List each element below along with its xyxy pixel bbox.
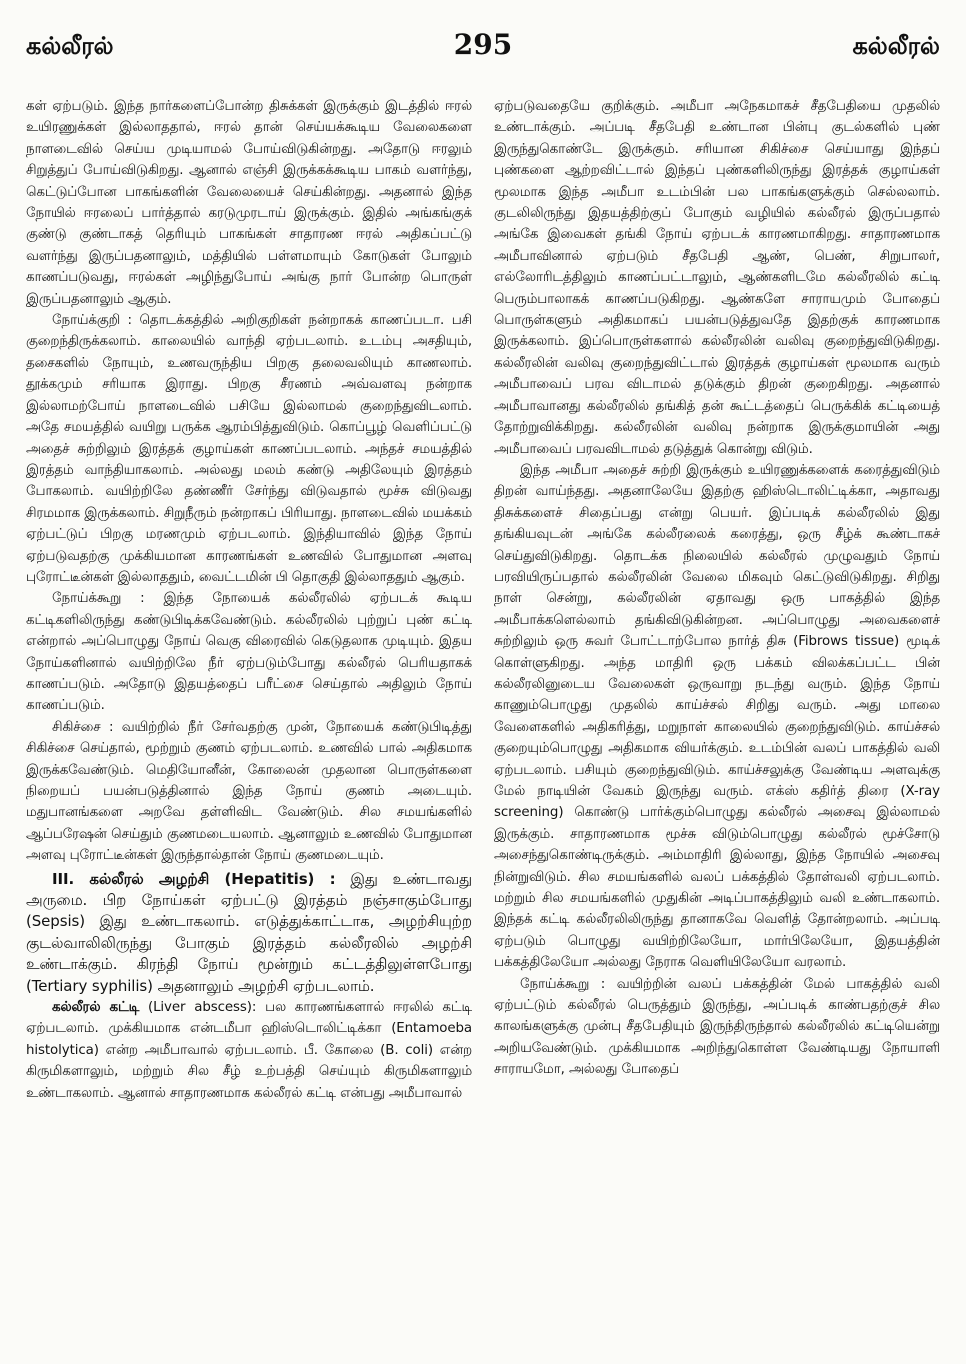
section-text: இது உண்டாவது அருமை. பிற நோய்கள் ஏற்பட்டு இரத்தம் நஞ்சாகும்போது (Sepsis) இது உண்டாகலாம். எடுத்துக்காட்டாக, அழற்சியுற்ற குடல்வாலிலிருந்து போகும் இரத்தம் கல்லீரலில் அழற்சி உண்டாக்கும். கிரந்தி நோய் மூன்றும் கட்டத்திலுள்ளபோது (Tertiary syphilis) அதனாலும் அழற்சி ஏற்படலாம். bbox=[26, 869, 472, 995]
paragraph: நோய்க்குறி : தொடக்கத்தில் அறிகுறிகள் நன்றாகக் காணப்படா. பசி குறைந்திருக்கலாம். காலையில் வாந்தி ஏற்படலாம். உடம்பு அசதியும், தசைகளில் நோயும், உணவருந்திய பிறகு தலைவலியும் காணலாம். தூக்கமும் சரியாக இராது. பிறகு சீரணம் அவ்வளவு நன்றாக இல்லாமற்போய் நாளடைவில் பசியே இல்லாமல் குறைந்துவிடலாம். அதே சமயத்தில் வயிறு பருக்க ஆரம்பித்துவிடும். கொப்பூழ் வெளிப்பட்டு அதைச் சுற்றிலும் இரத்தக் குழாய்கள் காணப்படலாம். அந்தச் சமயத்தில் இரத்தம் வாந்தியாகலாம். அல்லது மலம் கண்டு அதிலேயும் இரத்தம் போகலாம். வயிற்றிலே தண்ணீர் சேர்ந்து விடுவதால் மூச்சு விடுவது சிரமமாக இருக்கலாம். சிறுநீரும் நன்றாகப் பிரியாது. நாளடைவில் மயக்கம் ஏற்பட்டுப் பிறகு மரணமும் ஏற்படலாம். இந்தியாவில் இந்த நோய் ஏற்படுவதற்கு முக்கியமான காரணங்கள் உணவில் போதுமான அளவு புரோட்டீன்கள் இல்லாததும், வைட்டமின் பி தொகுதி இல்லாததும் ஆகும். bbox=[26, 313, 472, 585]
left-column bbox=[26, 96, 472, 1358]
paragraph: இந்த அமீபா அதைச் சுற்றி இருக்கும் உயிரணுக்களைக் கரைத்துவிடும் திறன் வாய்ந்தது. அதனாலேயே இதற்கு ஹிஸ்டொலிட்டிக்கா, அதாவது திசுக்களைச் சிதைப்பது என்று பெயர். இப்படிக் கல்லீரலில் இது தங்கியவுடன் அங்கே கல்லீரலைக் கரைத்து, ஒரு சீழ்க் கூண்டாகச் செய்துவிடுகிறது. தொடக்க நிலையில் கல்லீரல் முழுவதும் நோய் பரவியிருப்பதால் கல்லீரலின் வேலை மிகவும் கெட்டுவிடுகிறது. சிறிது நாள் சென்று, கல்லீரலின் ஏதாவது ஒரு பாகத்தில் இந்த அமீபாக்களெல்லாம் தங்கிவிடுகின்றன. அப்பொழுது அவைகளைச் சுற்றிலும் ஒரு சுவர் போட்டாற்போல நார்த் திசு (Fibrows tissue) மூடிக் கொள்ளுகிறது. அந்த மாதிரி ஒரு பக்கம் விலக்கப்பட்ட பின் கல்லீரலினுடைய வேலைகள் ஒருவாறு நடந்து வரும். இந்த நோய் காணும்பொழுது முதலில் காய்ச்சல் சிறிது வரும். அது மாலை வேளைகளில் அதிகரித்து, மறுநாள் காலையில் குறைந்துவிடும். காய்ச்சல் குறையும்பொழுது அதிகமாக வியர்க்கும். உடம்பின் வலப் பாகத்தில் வலி ஏற்படலாம். பசியும் குறைந்துவிடும். காய்ச்சலுக்கு வேண்டிய அளவுக்கு மேல் நாடியின் வேகம் இருந்து வரும். எக்ஸ் கதிர்த் திரை (X-ray screening) கொண்டு பார்க்கும்பொழுது கல்லீரல் அசைவு இல்லாமல் இருக்கும். சாதாரணமாக மூச்சு விடும்பொழுது கல்லீரல் மூச்சோடு அசைந்துகொண்டிருக்கும். அம்மாதிரி இல்லாது, இந்த நோயில் அசைவு நின்றுவிடும். சில சமயங்களில் வலப் பக்கத்தில் தோள்வலி ஏற்படலாம். மற்றும் சில சமயங்களில் முதுகின் அடிப்பாகத்திலும் வலி உண்டாகலாம். இந்தக் கட்டி கல்லீரலிலிருந்து தானாகவே வெளித் தோன்றலாம். அப்படி ஏற்படும் பொழுது வயிற்றிலேயோ, மார்பிலேயோ, இதயத்தின் பக்கத்திலேயோ அல்லது நேராக வெளியிலேயோ வரலாம். bbox=[494, 462, 940, 971]
subsection-paragraph bbox=[26, 997, 472, 1104]
section-paragraph bbox=[26, 869, 472, 997]
running-head-left: கல்லீரல் bbox=[26, 32, 114, 60]
paragraph: ஏற்படுவதையே குறிக்கும். அமீபா அநேகமாகச் சீதபேதியை முதலில் உண்டாக்கும். அப்படி சீதபேதி உண்டான பின்பு குடல்களில் புண் இருந்துகொண்டே இருக்கும். சரியான சிகிச்சை செய்யாது இந்தப் புண்களை ஆற்றவிட்டால் இந்தப் புண்களிலிருந்து இரத்தக் குழாய்கள் மூலமாக இந்த அமீபா உடம்பின் பல பாகங்களுக்கும் செல்லலாம். குடலிலிருந்து இதயத்திற்குப் போகும் வழியில் கல்லீரல் இருப்பதால் அங்கே இவைகள் தங்கி நோய் ஏற்படக் காரணமாகிறது. சாதாரணமாக அமீபாவினால் ஏற்படும் சீதபேதி ஆண், பெண், சிறுபாலர், எல்லோரிடத்திலும் காணப்பட்டாலும், ஆண்களிடமே கல்லீரலில் கட்டி பெரும்பாலாகக் காணப்படுகிறது. ஆண்களே சாராயமும் போதைப் பொருள்களும் அதிகமாகப் பயன்படுத்துவதே இதற்குக் காரணமாக இருக்கலாம். இப்பொருள்களால் கல்லீரலின் வலிவு குறைந்துவிடுகிறது. கல்லீரலின் வலிவு குறைந்துவிட்டால் இரத்தக் குழாய்கள் மூலமாக வரும் அமீபாவைப் பரவ விடாமல் தடுக்கும் திறன் குறைகிறது. அதனால் அமீபாவானது கல்லீரலில் தங்கித் தன் கூட்டத்தைப் பெருக்கிக் கட்டியைத் தோற்றுவிக்கிறது. கல்லீரலின் வலிவு நன்றாக இருக்குமாயின் அது அமீபாவைப் பரவவிடாமல் தடுத்துக் கொன்று விடும். bbox=[494, 99, 940, 457]
paragraph: நோய்க்கூறு : வயிற்றின் வலப் பக்கத்தின் மேல் பாகத்தில் வலி ஏற்பட்டும் கல்லீரல் பெருத்தும் இருந்து, அப்படிக் காண்பதற்குச் சில காலங்களுக்கு முன்பு சீதபேதியும் இருந்திருந்தால் கல்லீரலில் கட்டியென்று அறியவேண்டும். முக்கியமாக அறிந்துகொள்ள வேண்டியது நோயாளி சாராயமோ, அல்லது போதைப் bbox=[494, 976, 940, 1078]
right-column bbox=[494, 96, 940, 1358]
text-columns bbox=[26, 96, 940, 1358]
paragraph: கள் ஏற்படும். இந்த நார்களைப்போன்ற திசுக்கள் இருக்கும் இடத்தில் ஈரல் உயிரணுக்கள் இல்லாததால், ஈரல் தான் செய்யக்கூடிய வேலைகளை நாளடைவில் செய்ய முடியாமல் போய்விடுகின்றது. அதோடு ஈரலும் சிறுத்துப் போய்விடுகிறது. ஆனால் எஞ்சி இருக்கக்கூடிய பாகம் வளர்ந்து, கெட்டுப்போன பாகங்களின் வேலையைச் செய்கின்றது. அதனால் இந்த நோயில் ஈரலைப் பார்த்தால் கரடுமுரடாய் இருக்கும். இதில் அங்கங்குக் குண்டு குண்டாகத் தெரியும் பாகங்கள் சாதாரண ஈரல் அதிகப்பட்டு வளர்ந்து இருப்பதனாலும், மத்தியில் பள்ளமாயும் கோடுகள் போலும் காணப்படுவது, ஈரல்கள் அழிந்துபோய் அங்கு நார் போன்ற பொருள் இருப்பதனாலும் ஆகும். bbox=[26, 99, 472, 307]
page-number: 295 bbox=[453, 28, 513, 61]
subsection-text: (Liver abscess): பல காரணங்களால் ஈரலில் கட்டி ஏற்படலாம். முக்கியமாக என்டமீபா ஹிஸ்டொலிட்டிக்கா (Entamoeba histolytica) என்ற அமீபாவால் ஏற்படலாம். பீ. கோலை (B. coli) என்ற கிருமிகளாலும், மற்றும் சில சீழ் உற்பத்தி செய்யும் கிருமிகளாலும் உண்டாகலாம். ஆனால் சாதாரணமாக கல்லீரல் கட்டி என்பது அமீபாவால் bbox=[26, 1000, 472, 1101]
paragraph: நோய்க்கூறு : இந்த நோயைக் கல்லீரலில் ஏற்படக் கூடிய கட்டிகளிலிருந்து கண்டுபிடிக்கவேண்டும். கல்லீரலில் புற்றுப் புண் கட்டி என்றால் அப்பொழுது நோய் வெகு விரைவில் கெடுதலாக முடியும். இதய நோய்களினால் வயிற்றிலே நீர் ஏற்படும்போது கல்லீரல் பெரியதாகக் காணப்படும். அதோடு இதயத்தைப் பரீட்சை செய்தால் அதிலும் நோய் காணப்படும். bbox=[26, 591, 472, 714]
paragraph: சிகிச்சை : வயிற்றில் நீர் சேர்வதற்கு முன், நோயைக் கண்டுபிடித்து சிகிச்சை செய்தால், மூற்றும் குணம் ஏற்படலாம். உணவில் பால் அதிகமாக இருக்கவேண்டும். மெதியோனீன், கோலைன் முதலான பொருள்களை நிறையப் பயன்படுத்தினால் இந்த நோய் குணம் அடையும். மதுபானங்களை அறவே தள்ளிவிட வேண்டும். சில சமயங்களில் ஆப்பரேஷன் செய்தும் குணமடையலாம். ஆனாலும் உணவில் போதுமான அளவு புரோட்டீன்கள் இருந்தால்தான் நோய் குணமடையும். bbox=[26, 719, 472, 864]
section-heading: III. கல்லீரல் அழற்சி (Hepatitis) : bbox=[52, 869, 336, 888]
page-header bbox=[26, 28, 940, 74]
running-head-right: கல்லீரல் bbox=[852, 32, 940, 60]
subsection-heading: கல்லீரல் கட்டி bbox=[52, 1000, 140, 1016]
